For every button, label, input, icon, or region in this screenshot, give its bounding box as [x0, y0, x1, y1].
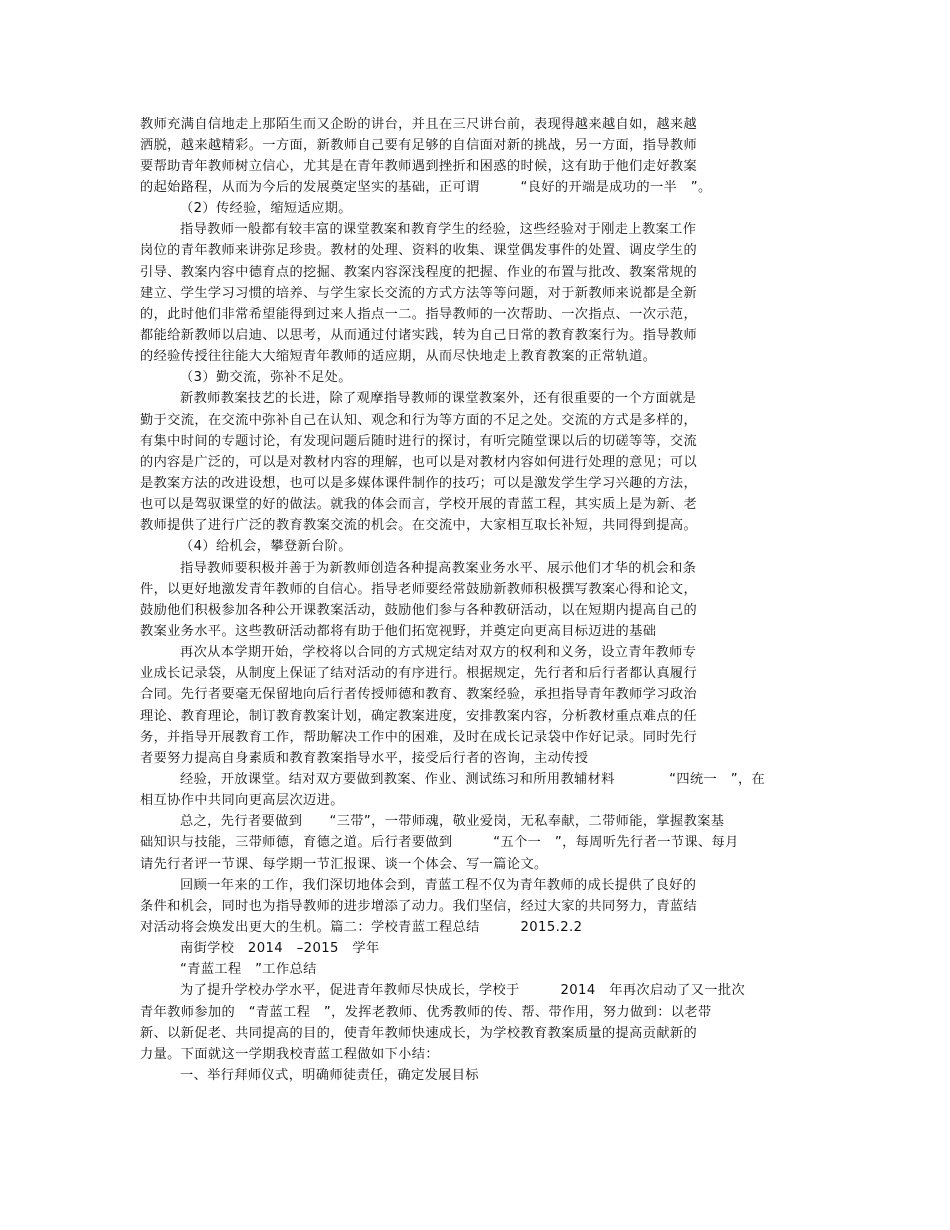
school-year-heading: 南街学校 2014 –2015 学年 — [180, 941, 380, 956]
text-line: 教师充满自信地走上那陌生而又企盼的讲台，并且在三尺讲台前，表现得越来越自如，越来越 — [140, 117, 698, 132]
text-line: 回顾一年来的工作，我们深切地体会到，青蓝工程不仅为青年教师的成长提供了良好的 — [180, 878, 697, 893]
text-line: 洒脱，越来越精彩。一方面，新教师自己要有足够的自信面对新的挑战，另一方面，指导教师 — [140, 138, 698, 153]
text-line: 相互协作中共同向更高层次迈进。 — [140, 793, 344, 808]
text-line: 务，并指导开展教育工作，帮助解决工作中的困难，及时在成长记录袋中作好记录。同时先行 — [140, 730, 698, 745]
text-line: 建立、学生学习习惯的培养、与学生家长交流的方式方法等等问题，对于新教师来说都是全新 — [140, 286, 698, 301]
text-line: 鼓励他们积极参加各种公开课教案活动，鼓励他们参与各种教研活动，以在短期内提高自己的 — [140, 603, 698, 618]
text-line: 的起始路程，从而为今后的发展奠定坚实的基础，正可谓 “良好的开端是成功的一半 ”。 — [140, 180, 712, 195]
text-line: 也可以是驾驭课堂的好的做法。就我的体会而言，学校开展的青蓝工程，其实质上是为新、老 — [140, 497, 698, 512]
text-line: 的，此时他们非常希望能得到过来人指点一二。指导教师的一次帮助、一次指点、一次示范， — [140, 307, 698, 322]
text-line: 教师提供了进行广泛的教育教案交流的机会。在交流中，大家相互取长补短，共同得到提高。 — [140, 518, 698, 533]
text-line: 引导、教案内容中德育点的挖掘、教案内容深浅程度的把握、作业的布置与批改、教案常规的 — [140, 265, 698, 280]
section-title: “青蓝工程 ”工作总结 — [180, 962, 317, 977]
text-line: 经验，开放课堂。结对双方要做到教案、作业、测试练习和所用教辅材料 “四统一 ”，在 — [180, 772, 766, 787]
subheading: （4）给机会，攀登新台阶。 — [180, 539, 352, 554]
text-line: 业成长记录袋，从制度上保证了结对活动的有序进行。根据规定，先行者和后行者都认真履行 — [140, 666, 698, 681]
text-line: 件，以更好地激发青年教师的自信心。指导老师要经常鼓励新教师积极撰写教案心得和论文， — [140, 582, 698, 597]
text-line: 指导教师一般都有较丰富的课堂教案和教育学生的经验，这些经验对于刚走上教案工作 — [180, 222, 697, 237]
subheading: （3）勤交流，弥补不足处。 — [180, 370, 352, 385]
text-line: 勤于交流，在交流中弥补自己在认知、观念和行为等方面的不足之处。交流的方式是多样的， — [140, 413, 698, 428]
text-line: 理论、教育理论，制订教育教案计划，确定教案进度，安排教案内容，分析教材重点难点的任 — [140, 709, 698, 724]
text-line: 对活动将会焕发出更大的生机。篇二：学校青蓝工程总结 2015.2.2 — [140, 920, 583, 935]
text-line: 的经验传授往往能大大缩短青年教师的适应期，从而尽快地走上教育教案的正常轨道。 — [140, 349, 657, 364]
text-line: 再次从本学期开始，学校将以合同的方式规定结对双方的权利和义务，设立青年教师专 — [180, 645, 697, 660]
text-line: 请先行者评一节课、每学期一节汇报课、谈一个体会、写一篇论文。 — [140, 857, 548, 872]
text-line: 力量。下面就这一学期我校青蓝工程做如下小结： — [140, 1047, 439, 1062]
text-line: 条件和机会，同时也为指导教师的进步增添了动力。我们坚信，经过大家的共同努力，青蓝结 — [140, 899, 698, 914]
text-line: 为了提升学校办学水平，促进青年教师尽快成长，学校于 2014 年再次启动了又一批次 — [180, 983, 746, 998]
text-line: 有集中时间的专题讨论，有发现问题后随时进行的探讨，有听完随堂课以后的切磋等等，交流 — [140, 434, 698, 449]
text-line: 础知识与技能，三带师德，育德之道。后行者要做到 “五个一 ”，每周听先行者一节课、每月 — [140, 835, 739, 850]
text-line: 新教师教案技艺的长进，除了观摩指导教师的课堂教案外，还有很重要的一个方面就是 — [180, 391, 697, 406]
text-line: 的内容是广泛的，可以是对教材内容的理解，也可以是对教材内容如何进行处理的意见；可以 — [140, 455, 698, 470]
text-line: 岗位的青年教师来讲弥足珍贵。教材的处理、资料的收集、课堂偶发事件的处置、调皮学生的 — [140, 243, 698, 258]
text-line: 都能给新教师以启迪、以思考，从而通过付诸实践，转为自己日常的教育教案行为。指导教师 — [140, 328, 698, 343]
text-line: 者要努力提高自身素质和教育教案指导水平，接受后行者的咨询，主动传授 — [140, 751, 589, 766]
text-line: 要帮助青年教师树立信心，尤其是在青年教师遇到挫折和困惑的时候，这有助于他们走好教案 — [140, 159, 698, 174]
text-line: 是教案方法的改进设想，也可以是多媒体课件制作的技巧；可以是激发学生学习兴趣的方法， — [140, 476, 698, 491]
text-line: 新、以新促老、共同提高的目的，使青年教师快速成长，为学校教育教案质量的提高贡献新的 — [140, 1026, 698, 1041]
text-line: 总之，先行者要做到 “三带”，一带师魂，敬业爱岗，无私奉献，二带师能，掌握教案基 — [180, 814, 725, 829]
text-line: 青年教师参加的 “青蓝工程 ”，发挥老教师、优秀教师的传、帮、带作用，努力做到：以老带 — [140, 1005, 712, 1020]
subheading: （2）传经验，缩短适应期。 — [180, 201, 352, 216]
section-heading: 一、举行拜师仪式，明确师徒责任，确定发展目标 — [180, 1068, 479, 1083]
text-line: 合同。先行者要毫无保留地向后行者传授师德和教育、教案经验，承担指导青年教师学习政治 — [140, 687, 698, 702]
text-line: 教案业务水平。这些教研活动都将有助于他们拓宽视野，并奠定向更高目标迈进的基础 — [140, 624, 657, 639]
text-line: 指导教师要积极并善于为新教师创造各种提高教案业务水平、展示他们才华的机会和条 — [180, 561, 697, 576]
